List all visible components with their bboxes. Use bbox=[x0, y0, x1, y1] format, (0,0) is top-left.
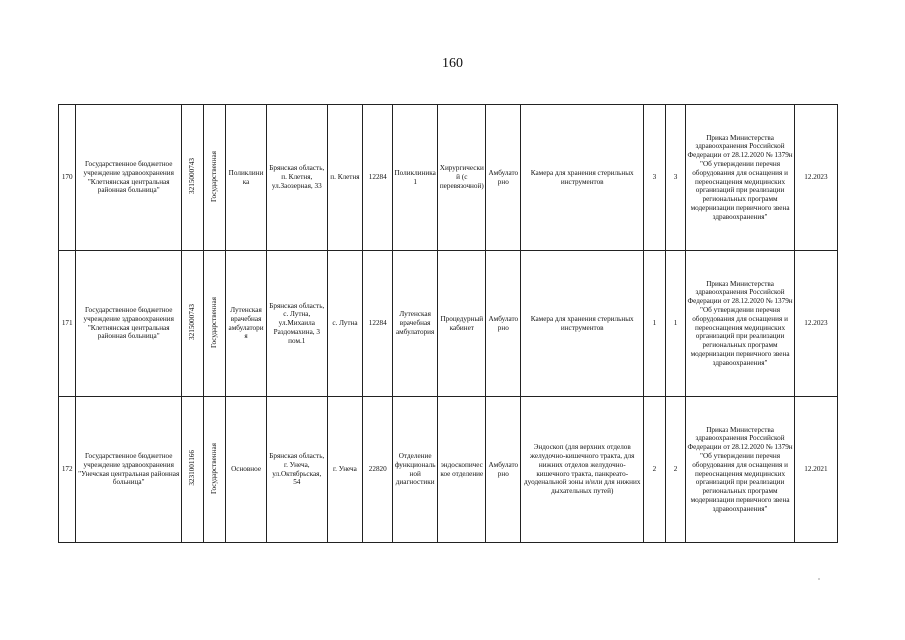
subdivision: Отделение функциональной диагностики bbox=[393, 397, 438, 543]
room: Хирургический (с перевязочной) bbox=[438, 105, 486, 251]
inn-value: 3215000743 bbox=[187, 158, 196, 195]
okato-code: 22820 bbox=[363, 397, 393, 543]
ownership-value: Государственная bbox=[209, 150, 218, 202]
unit-type: Лутенская врачебная амбулатория bbox=[226, 251, 267, 397]
unit-type: Основное bbox=[226, 397, 267, 543]
organization-name: Государственное бюджетное учреждение здравоохранения "Унечская центральная районная больница" bbox=[76, 397, 182, 543]
table-row bbox=[59, 105, 838, 251]
legal-basis: Приказ Министерства здравоохранения Российской Федерации от 28.12.2020 № 1379н "Об утверждении перечня оборудования для оснащения и переоснащения медицинских организаций при реализации региональных программ модернизации первичного звена здравоохранения" bbox=[686, 397, 795, 543]
scan-speck bbox=[818, 578, 820, 580]
row-number: 172 bbox=[59, 397, 76, 543]
room: эндоскопическое отделение bbox=[438, 397, 486, 543]
deadline-date: 12.2023 bbox=[794, 251, 837, 397]
address: Брянская область, с. Лутна, ул.Михаила Раздомахина, 3 пом.1 bbox=[267, 251, 327, 397]
quantity-purchase: 3 bbox=[665, 105, 686, 251]
legal-basis: Приказ Министерства здравоохранения Российской Федерации от 28.12.2020 № 1379н "Об утверждении перечня оборудования для оснащения и переоснащения медицинских организаций при реализации региональных программ модернизации первичного звена здравоохранения" bbox=[686, 251, 795, 397]
row-number: 171 bbox=[59, 251, 76, 397]
ownership-cell bbox=[203, 397, 226, 543]
equipment-name: Камера для хранения стерильных инструментов bbox=[521, 251, 644, 397]
equipment-name: Камера для хранения стерильных инструментов bbox=[521, 105, 644, 251]
okato-code: 12284 bbox=[363, 251, 393, 397]
address: Брянская область, г. Унеча, ул.Октябрьская, 54 bbox=[267, 397, 327, 543]
deadline-date: 12.2023 bbox=[794, 105, 837, 251]
quantity-required: 2 bbox=[644, 397, 666, 543]
locality: г. Унеча bbox=[327, 397, 363, 543]
inn-cell bbox=[181, 105, 203, 251]
locality: с. Лутна bbox=[327, 251, 363, 397]
unit-type: Поликлиника bbox=[226, 105, 267, 251]
okato-code: 12284 bbox=[363, 105, 393, 251]
quantity-purchase: 2 bbox=[665, 397, 686, 543]
address: Брянская область, п. Клетня, ул.Заозерная, 33 bbox=[267, 105, 327, 251]
inn-cell bbox=[181, 251, 203, 397]
locality: п. Клетня bbox=[327, 105, 363, 251]
table-row bbox=[59, 397, 838, 543]
deadline-date: 12.2021 bbox=[794, 397, 837, 543]
organization-name: Государственное бюджетное учреждение здравоохранения "Клетнянская центральная районная больница" bbox=[76, 105, 182, 251]
inn-value: 3215000743 bbox=[187, 304, 196, 341]
table-row bbox=[59, 251, 838, 397]
equipment-name: Эндоскоп (для верхних отделов желудочно-кишечного тракта, для нижних отделов желудочно-кишечного тракта, панкреато-дуоденальной зоны и/или для нижних дыхательных путей) bbox=[521, 397, 644, 543]
care-form: Амбулаторно bbox=[486, 397, 521, 543]
inn-cell bbox=[181, 397, 203, 543]
ownership-cell bbox=[203, 105, 226, 251]
subdivision: Поликлиника 1 bbox=[393, 105, 438, 251]
page-number: 160 bbox=[442, 56, 463, 71]
legal-basis: Приказ Министерства здравоохранения Российской Федерации от 28.12.2020 № 1379н "Об утверждении перечня оборудования для оснащения и переоснащения медицинских организаций при реализации региональных программ модернизации первичного звена здравоохранения" bbox=[686, 105, 795, 251]
care-form: Амбулаторно bbox=[486, 251, 521, 397]
care-form: Амбулаторно bbox=[486, 105, 521, 251]
subdivision: Лутенская врачебная амбулатория bbox=[393, 251, 438, 397]
ownership-cell bbox=[203, 251, 226, 397]
ownership-value: Государственная bbox=[209, 442, 218, 494]
inn-value: 3231001166 bbox=[187, 450, 196, 486]
equipment-table bbox=[58, 104, 838, 543]
organization-name: Государственное бюджетное учреждение здравоохранения "Клетнянская центральная районная больница" bbox=[76, 251, 182, 397]
row-number: 170 bbox=[59, 105, 76, 251]
quantity-purchase: 1 bbox=[665, 251, 686, 397]
quantity-required: 1 bbox=[644, 251, 666, 397]
room: Процедурный кабинет bbox=[438, 251, 486, 397]
quantity-required: 3 bbox=[644, 105, 666, 251]
ownership-value: Государственная bbox=[209, 296, 218, 348]
